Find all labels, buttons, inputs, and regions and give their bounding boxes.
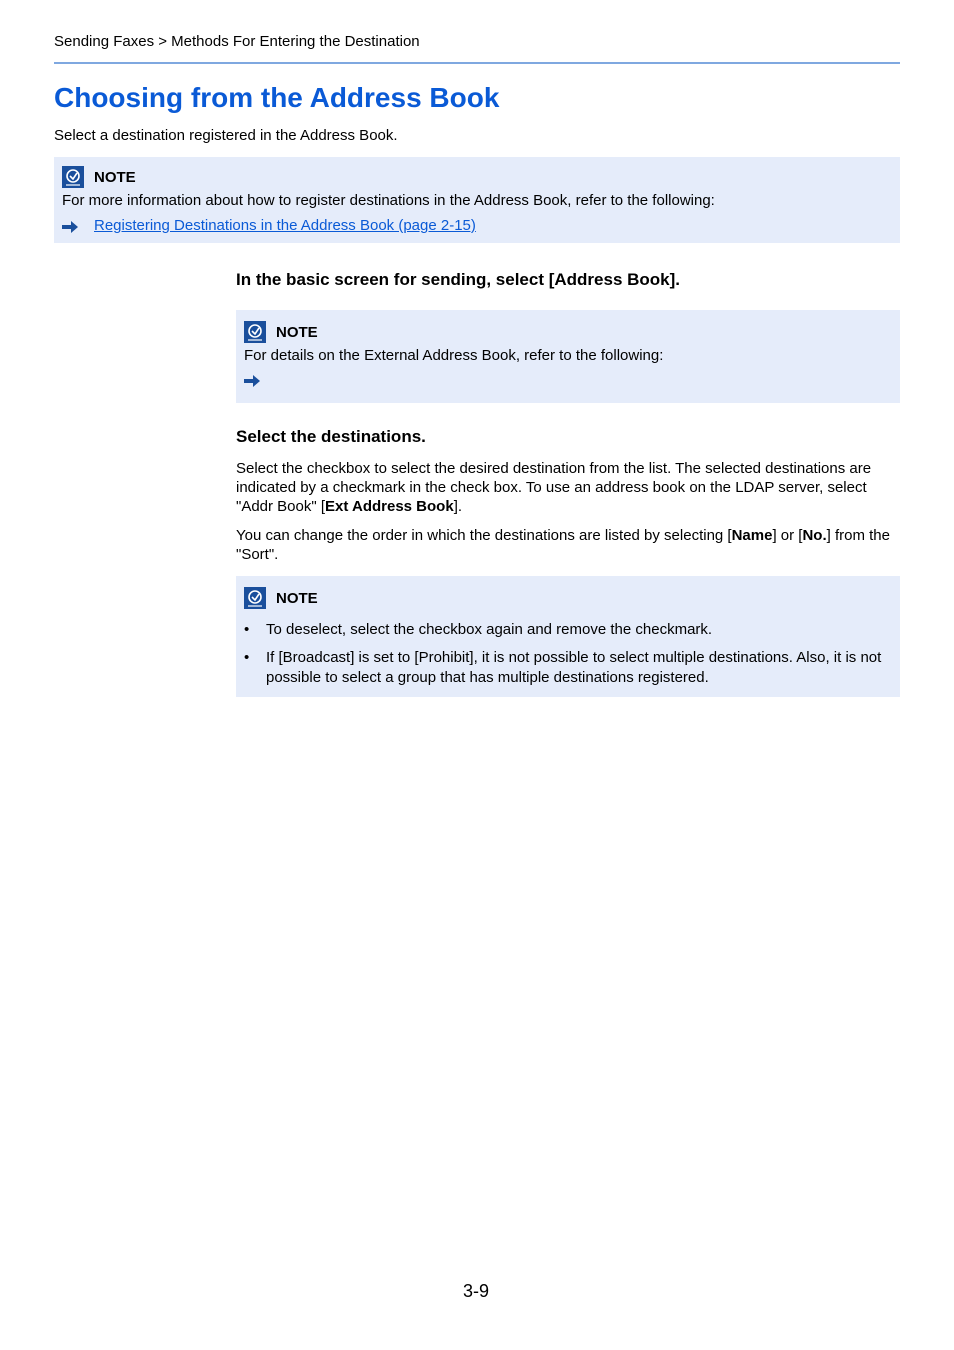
arrow-right-icon (62, 220, 78, 232)
name-term: Name (731, 527, 773, 544)
page-number: 3-9 (463, 1281, 490, 1301)
note-text: For details on the External Address Book, refer to the following: (244, 347, 664, 364)
note-box-register (54, 157, 900, 243)
step-heading-destinations: Select the destinations. (236, 427, 426, 446)
page-title: Choosing from the Address Book (54, 82, 500, 113)
step-heading-address-book: In the basic screen for sending, select [Address Book]. (236, 270, 681, 289)
note-label: NOTE (276, 323, 318, 341)
arrow-right-icon[interactable] (244, 374, 260, 386)
ext-address-book-term: Ext Address Book (325, 498, 454, 515)
bullet-icon: • (244, 649, 250, 666)
paragraph-sort: You can change the order in which the destinations are listed by selecting [Name] or [No.] from the "Sort". (236, 527, 890, 563)
no-term: No. (802, 527, 827, 544)
header-divider (54, 62, 900, 64)
note-text: For more information about how to register destinations in the Address Book, refer to the following: (62, 192, 715, 209)
bullet-icon: • (244, 621, 250, 638)
intro-text: Select a destination registered in the Address Book. (54, 127, 398, 144)
note-icon (62, 166, 84, 188)
note-label: NOTE (94, 168, 136, 186)
note-box-external (236, 310, 900, 403)
note-box-deselect (236, 576, 900, 697)
list-item: • To deselect, select the checkbox again and remove the checkmark. (244, 621, 713, 638)
reference-link[interactable]: Registering Destinations in the Address Book (page 2-15) (94, 217, 476, 234)
note-icon (244, 587, 266, 609)
note-bullet-list (244, 620, 892, 688)
note-label: NOTE (276, 589, 318, 607)
note-icon (244, 321, 266, 343)
list-item: • If [Broadcast] is set to [Prohibit], it is not possible to select multiple destinations. Also, it is not possible to select a group that has multiple destinations registered. (244, 649, 882, 686)
breadcrumb: Sending Faxes > Methods For Entering the Destination (54, 33, 420, 50)
paragraph-select: Select the checkbox to select the desired destination from the list. The selected destinations are indicated by a checkmark in the check box. To use an address book on the LDAP server, select "Addr Book" [Ext Address Book]. (236, 460, 872, 515)
